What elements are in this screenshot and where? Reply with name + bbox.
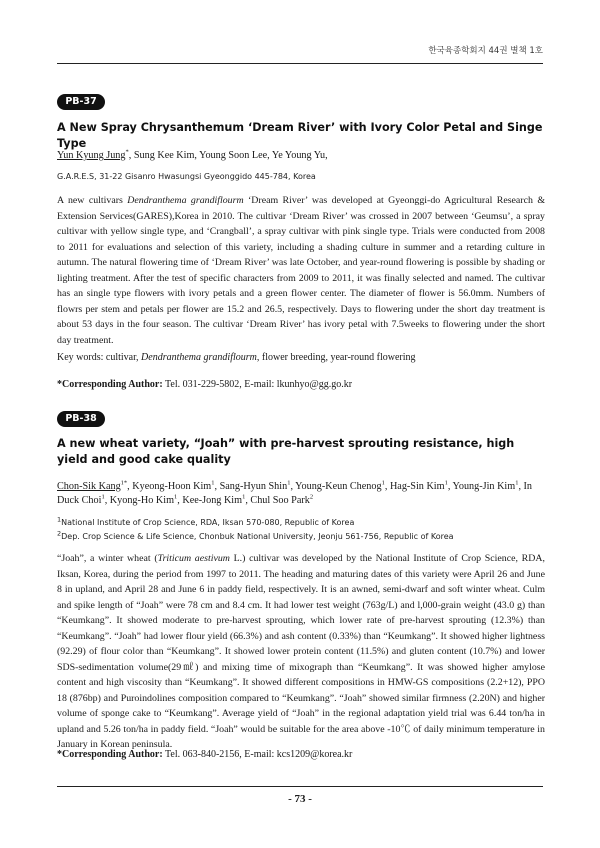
affiliations-pb38 bbox=[57, 516, 545, 543]
footer-divider bbox=[57, 786, 543, 787]
author-name: Young Soon Lee bbox=[199, 150, 268, 161]
corresponding-author-pb38: *Corresponding Author: Tel. 063-840-2156, E-mail: kcs1209@korea.kr bbox=[57, 749, 353, 760]
journal-header: 한국육종학회지 44권 별책 1호 bbox=[428, 46, 543, 56]
article-title-pb37: A New Spray Chrysanthemum ‘Dream River’ with Ivory Color Petal and Singe Type bbox=[57, 121, 543, 150]
presenting-author: Chon-Sik Kang bbox=[57, 481, 121, 492]
article-title-pb38: A new wheat variety, “Joah” with pre-harvest sprouting resistance, high yield and good cake quality bbox=[57, 437, 515, 466]
abstract-pb37: A new cultivars Dendranthema grandiflourm ‘Dream River’ was developed at Gyeonggi-do Agricultural Research & Extension Services(GARES),Korea in 2010. The cultivar ‘Dream River’ was crossed in 2007 between ‘Geumsu’, a spray cultivar with yellow single type, and ‘Crangball’, a spray cultivar with pink single type. Trials were conducted from 2008 to 2011 for evaluations and selection of this variety, including a shading culture in summer and a retarding culture in autumn. The natural flowering time of ‘Dream River’ was late October, and year-round flowering is possible by shading or lighting treatment. After the test of specific characters from 2009 to 2011, it was finally selected and named. The cultivar has an single type flowers with ivory petals and a green flower center. The diameter of flower is 56.0mm. Numbers of flowrs per stem and petals per flower are 15.2 and 26.5, respectively. Days to flowering under the short day treatment is about 53 days in the four season. The cultivar ‘Dream River’ has ivory petal with 7.5weeks to flowering under the short day treatment. bbox=[57, 195, 546, 346]
author-name: Ye Young Yu bbox=[271, 150, 326, 161]
poster-badge-pb37: PB-37 bbox=[57, 94, 105, 110]
affiliation-1: $^1$National Institute of Crop Science, RDA, Iksan 570-080, Republic of Korea bbox=[57, 515, 355, 527]
abstract-pb38: “Joah”, a winter wheat (Triticum aestivum L.) cultivar was developed by the National Institute of Crop Science, RDA, Iksan, Korea, during the period from 1997 to 2011. The heading and maturing dates of this variety were April 26 and June 8 in upland, and April 28 and June 6 in paddy field, respectively. It is an awned, semi-dwarf and soft winter wheat. Culm and spike length of “Joah” were 78 cm and 8.4 cm. It had lower test weight (763g/L) and l,000-grain weight (43.0 g) than “Keumkang”. It showed moderate to pre-harvest sprouting, which lower rate of pre-harvest sprouting (12.3%) than “Keumkang”. “Joah” had lower flour yield (66.3%) and ash content (0.33%) than “Keumkang”. It showed higher lightness (92.29) of flour color than “Keumkang”. It showed lower protein content (11.5%) and gluten content (10.7%) and lower SDS-sedimentation volume(29㎖) and mixing time of mixograph than “Keumkang”. It was showed higher amylose content and high viscosity than “Keumkang”. It showed different compositions in HMW-GS compositions (2.2+12), PPO 18 (876bp) and Puroindolines composition compared to “Keumkang”. “Joah” showed similar firmness (2.20N) and higher volume of sponge cake to “Keumkang”. Average yield of “Joah” in the regional adaptation yield trial was 6.44 ton/ha in upland and 5.26 ton/ha in paddy field. “Joah” would be suitable for the area above -10℃ of daily minimum temperature in January in Korean peninsula. bbox=[57, 553, 545, 750]
page-number: - 73 - bbox=[288, 793, 312, 805]
presenting-author: Yun Kyung Jung bbox=[57, 150, 126, 161]
author-list-pb38: Chon-Sik Kang$^{1*}$, Kyeong-Hoon Kim$^1$, Sang-Hyun Shin$^1$, Young-Keun Chenog$^1$, Hag-Sin Kim$^1$, Young-Jin Kim$^1$, In Duck Choi$^1$, Kyong-Ho Kim$^1$, Kee-Jong Kim$^1$, Chul Soo Park$^2$ bbox=[57, 479, 533, 506]
keywords-pb37: Key words: cultivar, Dendranthema grandiflourm, flower breeding, year-round flowering bbox=[57, 352, 416, 363]
header-divider bbox=[57, 63, 543, 64]
corresponding-author-pb37: *Corresponding Author: Tel. 031-229-5802, E-mail: lkunhyo@gg.go.kr bbox=[57, 379, 353, 390]
affiliation-pb37: G.A.R.E.S, 31-22 Gisanro Hwasungsi Gyeonggido 445-784, Korea bbox=[57, 172, 316, 181]
author-list-pb37: Yun Kyung Jung*, Sung Kee Kim, Young Soon Lee, Ye Young Yu, bbox=[57, 148, 328, 161]
author-name: Sung Kee Kim bbox=[133, 150, 195, 161]
affiliation-2: $^2$Dep. Crop Science & Life Science, Chonbuk National University, Jeonju 561-756, Republic of Korea bbox=[57, 528, 454, 541]
poster-badge-pb38: PB-38 bbox=[57, 411, 105, 427]
